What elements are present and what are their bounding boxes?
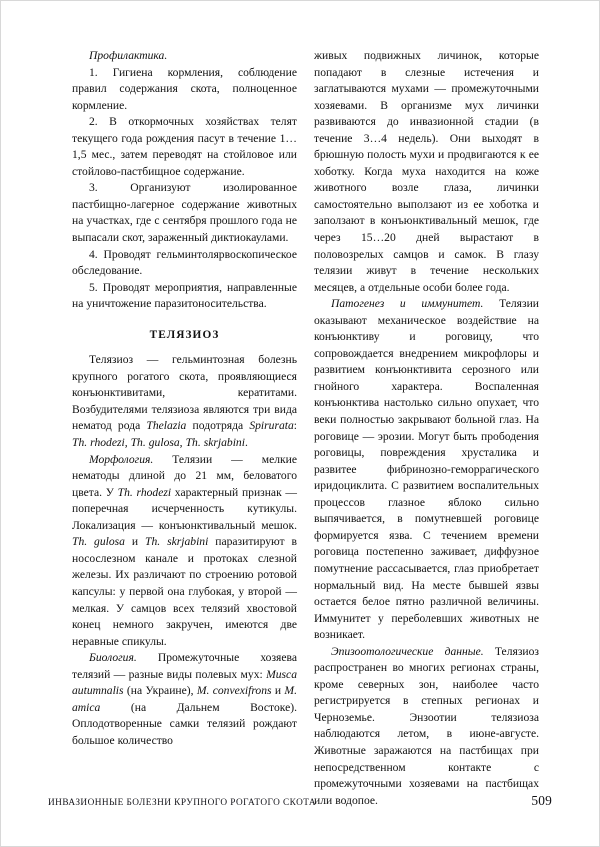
- epizootology-label: Эпизоотологические данные.: [331, 644, 484, 658]
- page-footer: [48, 793, 552, 811]
- biology-label: Биология.: [89, 651, 137, 665]
- morphology-text-4: паразитируют в носослезном канале и протоках слезной железы. Их различают по строению ротовой капсулы: у первой она глубокая, у второй — мелкая. У самцов всех телязий хвостовой конец немного закручен, имеются две неравные спикулы.: [72, 535, 298, 648]
- intro-text-1: Телязиоз — гельминтозная болезнь крупного рогатого скота, проявляющиеся конъюнктивитами, кератитами. Возбудителями телязиоза являются три вида нематод рода: [72, 353, 297, 433]
- intro-text-4: .: [244, 436, 248, 450]
- page-number: 509: [531, 793, 552, 808]
- pathogenesis-label: Патогенез и иммунитет.: [331, 297, 484, 311]
- biology-text-2: (на Украине),: [123, 684, 197, 698]
- species-list: Th. rhodezi, Th. gulosa, Th. skrjabini: [72, 436, 245, 450]
- prophylaxis-item-5: 5. Проводят мероприятия, направленные на уничтожение паразитоносительства.: [72, 280, 297, 311]
- morphology-text-3: и: [124, 535, 146, 549]
- intro-text-3: :: [293, 419, 298, 433]
- prophylaxis-heading-paragraph: [72, 48, 297, 65]
- thelaziosis-intro-paragraph: [72, 352, 297, 451]
- morphology-text-1: Телязии — мелкие нематоды длиной до 21 мм, беловатого цвета. У: [72, 452, 297, 499]
- prophylaxis-item-3: 3. Организуют изолированное пастбищно-лагерное содержание животных на участках, где с сентября прошлого года не выпасали скот, зараженный диктиокаулами.: [72, 181, 297, 245]
- biology-text-3: и: [271, 684, 285, 698]
- biology-text-1: Промежуточные хозяева телязий — разные виды полевых мух:: [72, 651, 297, 681]
- epizootology-paragraph: [314, 644, 539, 809]
- fly-amica: M. amica: [72, 684, 297, 714]
- suborder-name: Spirurata: [249, 419, 294, 433]
- biology-paragraph: [72, 650, 297, 749]
- species-gulosa: Th. gulosa: [72, 535, 125, 549]
- fly-convexifrons: M. convexifrons: [196, 684, 272, 698]
- biology-text-4: (на Дальнем Востоке). Оплодотворенные самки телязий рождают большое количество: [72, 700, 297, 747]
- prophylaxis-heading: Профилактика.: [89, 49, 168, 62]
- epizootology-text: Телязиоз распространен во многих регионах страны, кроме северных зон, наиболее часто регистрируется в степных регионах и Черноземье. Энзоотии телязиоза наблюдаются летом, в июне-августе. Животные заражаются на пастбищах при непосредственном контакте с промежуточными хозяевами на пастбищах или водопое.: [314, 644, 539, 807]
- section-title-thelaziosis: ТЕЛЯЗИОЗ: [149, 328, 220, 341]
- morphology-label: Морфология.: [89, 452, 154, 466]
- prophylaxis-item-4: 4. Проводят гельминтолярвоскопическое обследование.: [72, 247, 297, 278]
- morphology-text-2: характерный признак — поперечная исчерченность кутикулы. Локализация — конъюнктивальный мешок.: [72, 485, 298, 532]
- right-column: [314, 48, 539, 807]
- biology-continued-paragraph: живых подвижных личинок, которые попадают в слезные истечения и заглатываются мухами — промежуточными хозяевами. В организме мух личинки развиваются до инвазионной стадии (в течение 3…4 недель). Они выходят в брюшную полость мухи и продвигаются к ее хоботку. Когда муха находится на коже животного возле глаза, личинки самостоятельно выползают из ее хоботка и заползают в конъюнктивальный мешок, где через 15…20 дней вырастают в половозрелых самцов и самок. В глазу телязии живут в течение нескольких месяцев, а отдельные особи более года.: [314, 49, 539, 294]
- species-rhodezi: Th. rhodezi: [117, 485, 172, 499]
- running-head: ИНВАЗИОННЫЕ БОЛЕЗНИ КРУПНОГО РОГАТОГО СКОТА: [48, 798, 317, 808]
- species-skrjabini: Th. skrjabini: [145, 535, 209, 549]
- left-column: [72, 48, 297, 766]
- prophylaxis-item-2: 2. В откормочных хозяйствах телят текущего года рождения пасут в течение 1…1,5 мес., затем переводят на стойловое или стойлово-пастбищное содержание.: [72, 115, 297, 178]
- intro-text-2: подотряда: [186, 419, 250, 433]
- fly-musca-autumnalis: Musca autumnalis: [72, 667, 297, 698]
- pathogenesis-text: Телязии оказывают механическое воздействие на конъюнктиву и роговицу, что сопровождается внедрением микрофлоры и развитием конъюнктивита серозного или гнойного характера. Воспаленная конъюнктива настолько сильно опухает, что веки полностью закрывают больной глаз. На роговице — эрозии. Могут быть прободения роговицы, повреждения хрусталика и развитее фибринозно-геморрагического иридоциклита. С развитием воспалительных процессов глазное яблоко сильно выпячивается, в помутневшей роговице формируется язва. С течением времени роговица постепенно заживает, диффузное помутнение рассасывается, глаз приобретает нормальный вид. На месте бывшей язвы остается белое пятно различной величины. Иммунитет у переболевших животных не возникает.: [314, 297, 539, 642]
- prophylaxis-item-1: 1. Гигиена кормления, соблюдение правил содержания скота, полноценное кормление.: [72, 65, 297, 112]
- pathogenesis-paragraph: [314, 296, 539, 643]
- genus-name: Thelazia: [146, 419, 187, 433]
- morphology-paragraph: [72, 452, 297, 651]
